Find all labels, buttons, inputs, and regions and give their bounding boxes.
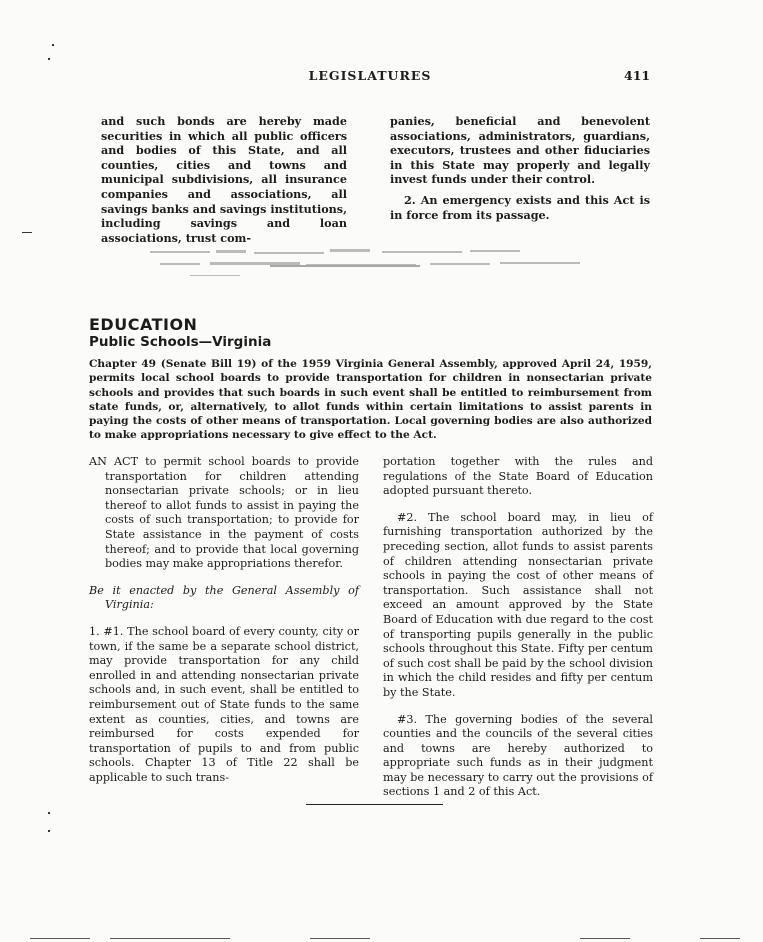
margin-mark: [22, 232, 32, 233]
scan-edge-line: [580, 938, 630, 939]
scan-smudge: [150, 245, 620, 287]
act-section-3: #3. The governing bodies of the several counties and the councils of the several cities and towns are hereby authorized to appropriate such funds as in their judgment may be necessary to carry out the provisions of sections 1 and 2 of this Act.: [383, 712, 653, 799]
act-left-column: [89, 455, 359, 785]
margin-dot: [48, 58, 50, 60]
act-section-1-continued: portation together with the rules and regulations of the State Board of Education adopted pursuant thereto.: [383, 455, 653, 498]
continuation-left-text: and such bonds are hereby made securities in which all public officers and bodies of this State, and all counties, cities and towns and municipal subdivisions, all insurance companies and associations, all savings banks and savings institutions, including savings and loan associations, trust com-: [101, 114, 347, 245]
act-title: AN ACT to permit school boards to provide transportation for children attending nonsectarian private schools; or in lieu thereof to allot funds to assist in paying the costs of such transportation; to provide for State assistance in the payment of costs thereof; and to provide that local governing bodies may make appropriations therefor.: [89, 455, 359, 571]
end-rule: [306, 804, 443, 805]
act-section-2: #2. The school board may, in lieu of furnishing transportation authorized by the preceding section, allot funds to assist parents of children attending nonsectarian private schools in paying the cost of other means of transportation. Such assistance shall not exceed an amount approved by the State Board of Education with due regard to the cost of transporting pupils generally in the public schools throughout this State. Fifty per centum of such cost shall be paid by the school division in which the child resides and fifty per centum by the State.: [383, 510, 653, 699]
scan-edge-line: [110, 938, 230, 939]
margin-dot: [48, 830, 50, 832]
running-header: LEGISLATURES: [308, 68, 432, 83]
continuation-right-column: [390, 114, 650, 222]
continuation-right-text: panies, beneficial and benevolent associations, administrators, guardians, executors, trustees and other fiduciaries in this State may properly and legally invest funds under their control.: [390, 114, 650, 187]
continuation-left-column: [101, 114, 347, 245]
act-section-1: 1. #1. The school board of every county, city or town, if the same be a separate school district, may provide transportation for any child enrolled in and attending nonsectarian private schools and, in such event, shall be entitled to reimbursement out of State funds to the same extent as counties, cities, and towns are reimbursed for costs expended for transportation of pupils to and from public schools. Chapter 13 of Title 22 shall be applicable to such trans-: [89, 624, 359, 784]
scan-edge-line: [700, 938, 740, 939]
margin-dot: [48, 812, 50, 814]
scan-edge-line: [30, 938, 90, 939]
enacting-clause: Be it enacted by the General Assembly of Virginia:: [89, 583, 359, 612]
section-subheading: Public Schools—Virginia: [89, 334, 272, 350]
scan-edge-line: [310, 938, 370, 939]
page-number: 411: [624, 68, 651, 83]
act-right-column: [383, 455, 653, 800]
section-heading: EDUCATION: [89, 315, 198, 334]
margin-dot: [52, 44, 54, 46]
chapter-summary: Chapter 49 (Senate Bill 19) of the 1959 Virginia General Assembly, approved April 24, 1959, permits local school boards to provide transportation for children in nonsectarian private schools and provides that such boards in such event shall be entitled to reimbursement from state funds, or, alternatively, to allot funds within certain limitations to assist parents in paying the costs of other means of transportation. Local governing bodies are also authorized to make appropriations necessary to give effect to the Act.: [89, 358, 652, 442]
emergency-clause: 2. An emergency exists and this Act is in force from its passage.: [390, 192, 650, 222]
